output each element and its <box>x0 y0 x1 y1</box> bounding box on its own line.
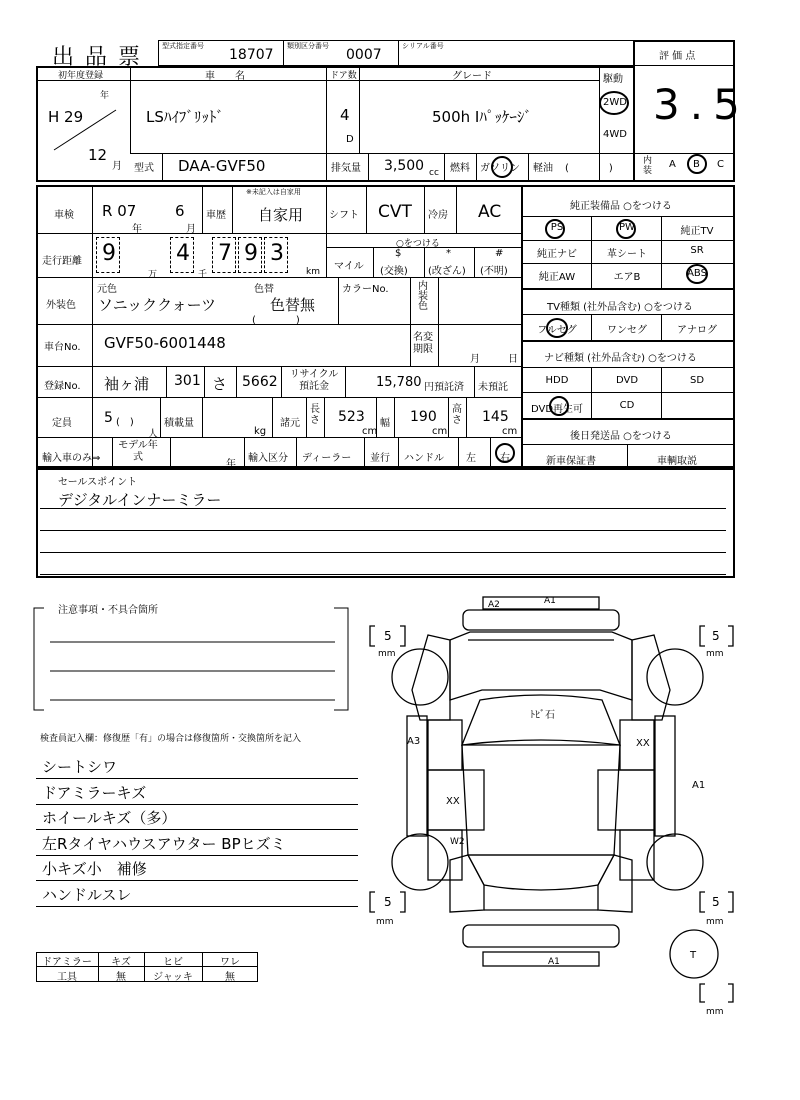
later-title: 後日発送品 ○をつける <box>570 431 672 442</box>
length-cm: cm <box>362 426 378 437</box>
import-label: 輸入車のみ⇒ <box>42 453 101 464</box>
recycle-amount: 15,780 <box>376 375 422 390</box>
load-label: 積載量 <box>164 418 194 429</box>
fuel-label: 燃料 <box>450 163 470 174</box>
model-year-unit: 年 <box>226 459 236 470</box>
exterior-color-value: ソニッククォーツ <box>98 296 217 314</box>
drive-label: 駆動 <box>603 74 623 85</box>
repaint-paren: ( ) <box>252 315 300 326</box>
displacement-value: 3,500 <box>384 158 425 174</box>
note-text: ドアミラーキズ <box>42 783 147 802</box>
chassis-label: 車台No. <box>44 342 81 353</box>
grade-value: 500h Iﾊﾟｯｹｰｼﾞ <box>432 108 532 126</box>
notes-label: 注意事項・不具合箇所 <box>58 605 158 616</box>
car-diagram <box>360 592 740 1052</box>
mm-spare: mm <box>706 1007 724 1017</box>
navi-title: ナビ種類 (社外品含む) ○をつける <box>544 353 697 364</box>
mileage-km: km <box>306 267 320 277</box>
handle-right-circle <box>495 443 515 463</box>
repaint-value: 色替無 <box>270 296 316 314</box>
equip-col-divider <box>661 216 662 288</box>
height-cm: cm <box>502 426 518 437</box>
mile-exchange-top: $ <box>395 248 402 259</box>
year-unit: 年 <box>100 91 110 101</box>
equipment-title: 純正装備品 ○をつける <box>570 201 672 212</box>
score-label: 評 価 点 <box>659 51 696 62</box>
note-text: シートシワ <box>42 758 118 776</box>
equipment-item: 革シート <box>607 249 647 260</box>
legend-header: ドアミラー <box>42 957 92 968</box>
note-text: 左Rタイヤハウスアウター BPヒズミ <box>42 834 286 853</box>
length-label: 長さ <box>310 404 320 426</box>
mileage-digit: 3 <box>270 241 284 266</box>
capacity-value: 5 <box>104 410 113 426</box>
note-text: 小キズ小 補修 <box>42 860 147 878</box>
mileage-label: 走行距離 <box>42 256 82 267</box>
mm-rear-right: mm <box>706 917 724 927</box>
mileage-digit: 9 <box>244 241 258 266</box>
legend-header: ヒビ <box>163 957 183 968</box>
mile-check-note: ○をつける <box>396 239 440 249</box>
legend-value: ジャッキ <box>153 972 193 983</box>
tv-item: アナログ <box>677 325 717 336</box>
legend-header: キズ <box>111 957 131 968</box>
mileage-digit: 4 <box>176 241 190 266</box>
category-box <box>283 40 399 66</box>
model-designation-box <box>158 40 284 66</box>
model-label: 型式 <box>134 163 154 174</box>
tire-rear-left: 5 <box>384 895 392 909</box>
model-year-label: モデル年式 <box>118 440 158 463</box>
meigi-month: 月 <box>470 354 480 365</box>
note-line <box>36 804 358 805</box>
equipment-item: 純正TV <box>680 226 714 237</box>
interior-color-label: 内装色 <box>418 281 428 312</box>
mile-exchange-bottom: (交換) <box>380 266 408 277</box>
interior-a: A <box>669 159 676 170</box>
car-name-label: 車 名 <box>205 71 245 82</box>
history-label: 車歴 <box>206 210 226 221</box>
model-value: DAA-GVF50 <box>178 157 266 175</box>
score-value: 3.5 <box>653 80 750 129</box>
navi-col-divider <box>661 367 662 418</box>
interior-b-circle <box>687 154 707 174</box>
category: 0007 <box>346 47 382 63</box>
tire-front-right: 5 <box>712 629 720 643</box>
later-manual: 車輌取説 <box>657 456 697 467</box>
car-name: LSﾊｲﾌﾞﾘｯﾄﾞ <box>146 108 224 126</box>
later-warranty: 新車保証書 <box>546 456 596 467</box>
import-parallel: 並行 <box>370 453 390 464</box>
interior-label: 内装 <box>643 156 653 176</box>
note-line <box>36 778 358 779</box>
serial-label: シリアル番号 <box>402 42 444 50</box>
mark-a1-top: A1 <box>544 596 556 606</box>
kg-unit: kg <box>254 426 267 437</box>
equipment-item: PW <box>619 222 635 233</box>
reg-kana: さ <box>212 375 228 393</box>
mileage-digit: 7 <box>218 241 232 266</box>
equipment-item: ABS <box>687 268 707 279</box>
shift-label: シフト <box>329 210 359 221</box>
fuel-paren: ( ) <box>565 163 613 174</box>
capacity-label: 定員 <box>52 418 72 429</box>
notes-bracket <box>30 605 360 715</box>
navi-item: DVD再生可 <box>530 404 584 415</box>
repaint-label: 色替 <box>254 284 274 295</box>
mileage-man: 万 <box>148 270 158 280</box>
category-label: 類別区分番号 <box>287 42 329 50</box>
first-reg-label: 初年度登録 <box>58 71 104 81</box>
ac-value: AC <box>478 202 502 222</box>
original-color-label: 元色 <box>97 284 117 295</box>
note-text: ホイールキズ（多） <box>42 809 177 827</box>
mark-a1-side: A1 <box>692 780 706 791</box>
equipment-item: 純正AW <box>538 272 576 283</box>
handle-right: 右 <box>500 453 510 464</box>
registration-label: 登録No. <box>44 381 81 392</box>
mm-front-right: mm <box>706 649 724 659</box>
color-no-label: カラーNo. <box>342 284 389 295</box>
equip-col-divider <box>591 216 592 288</box>
date-slash <box>44 80 130 153</box>
inspector-label: 検査員記入欄：修復歴「有」の場合は修復箇所・交換箇所を記入 <box>40 734 302 744</box>
tv-col-divider <box>661 314 662 340</box>
drive-2wd-circle <box>599 91 629 115</box>
import-type-label: 輸入区分 <box>248 453 288 464</box>
doors-label: ドア数 <box>330 71 357 81</box>
mileage-digit: 9 <box>102 241 116 266</box>
history-value: 自家用 <box>258 206 304 224</box>
shaken-label: 車検 <box>54 210 74 221</box>
shift-value: CVT <box>378 202 412 222</box>
width-label: 幅 <box>380 418 390 429</box>
drive-2wd: 2WD <box>603 97 627 108</box>
tv-item: ワンセグ <box>607 325 647 336</box>
tv-item: フルセグ <box>537 325 577 336</box>
navi-item: SD <box>689 375 705 386</box>
interior-c: C <box>717 159 724 170</box>
first-reg-era: H 29 <box>48 108 84 126</box>
recycle-paid: 円預託済 <box>424 382 464 393</box>
equipment-item: 純正ナビ <box>537 249 577 260</box>
legend-value: 無 <box>116 972 126 983</box>
cc-unit: cc <box>429 168 439 178</box>
tv-title: TV種類 (社外品含む) ○をつける <box>547 302 693 313</box>
shaken-month: 6 <box>175 202 185 220</box>
drive-4wd: 4WD <box>603 129 627 140</box>
displacement-label: 排気量 <box>331 163 361 174</box>
equip-divider <box>521 263 735 264</box>
navi-item: DVD <box>615 375 639 386</box>
mark-windshield: ﾄﾋﾞ石 <box>530 710 555 721</box>
ac-label: 冷房 <box>428 210 448 221</box>
equipment-item: エアB <box>613 272 641 283</box>
tv-col-divider <box>591 314 592 340</box>
grade-label: グレード <box>452 71 492 82</box>
exterior-color-label: 外装色 <box>46 300 76 311</box>
equipment-item: PS <box>550 222 564 233</box>
tire-rear-right: 5 <box>712 895 720 909</box>
serial-box <box>398 40 634 66</box>
first-reg-month: 12 <box>88 146 108 164</box>
dims-label: 諸元 <box>280 418 300 429</box>
mm-front-left: mm <box>378 649 396 659</box>
height-label: 高さ <box>452 404 462 426</box>
handle-left: 左 <box>466 453 476 464</box>
length-value: 523 <box>338 409 365 425</box>
chassis-value: GVF50-6001448 <box>104 334 226 352</box>
import-dealer: ディーラー <box>302 453 352 464</box>
mark-a1-bottom: A1 <box>548 957 560 967</box>
shaken-year-unit: 年 <box>132 224 142 235</box>
handle-label: ハンドル <box>404 453 444 464</box>
sales-point-label: セールスポイント <box>58 477 138 488</box>
note-line <box>36 880 358 881</box>
sales-line-text: デジタルインナーミラー <box>58 491 222 509</box>
capacity-person: 人 <box>148 429 158 440</box>
navi-item: CD <box>619 400 635 411</box>
mile-unknown-top: # <box>495 248 504 259</box>
mark-w2: W2 <box>450 837 465 847</box>
navi-item: HDD <box>545 375 569 386</box>
width-cm: cm <box>432 426 448 437</box>
meigi-day: 日 <box>508 354 518 365</box>
sales-line <box>40 530 726 531</box>
fuel-light-oil: 軽油 <box>533 163 553 174</box>
recycle-label: リサイクル預託金 <box>289 369 339 392</box>
mile-tamper-bottom: (改ざん) <box>428 266 466 277</box>
equipment-item: SR <box>690 245 704 256</box>
model-designation-label: 型式指定番号 <box>162 42 204 50</box>
note-line <box>36 906 358 907</box>
recycle-unpaid: 未預託 <box>478 382 508 393</box>
legend-value: 工具 <box>57 972 77 983</box>
reg-number: 5662 <box>242 374 278 390</box>
mileage-sen: 千 <box>198 270 208 280</box>
width-value: 190 <box>410 409 437 425</box>
fuel-gasoline: ガソリン <box>480 163 520 174</box>
note-line <box>36 855 358 856</box>
sales-line <box>40 552 726 553</box>
legend-header: ワレ <box>220 957 240 968</box>
fuel-gasoline-circle <box>491 156 513 178</box>
history-note: ※未記入は自家用 <box>246 188 301 196</box>
sales-line <box>40 574 726 575</box>
mark-a3: A3 <box>407 736 421 747</box>
door-type: D <box>346 134 354 145</box>
sales-point-section <box>36 468 735 578</box>
navi-col-divider <box>591 367 592 418</box>
spare-tire-label: T <box>690 950 697 961</box>
meigi-label: 名変期限 <box>413 332 433 355</box>
mile-tamper-top: * <box>446 248 451 259</box>
mile-label: マイル <box>334 261 364 272</box>
reg-class: 301 <box>174 373 201 389</box>
mark-xx-left: XX <box>446 796 460 807</box>
shaken-era: R 07 <box>102 202 137 220</box>
capacity-paren: ( ) <box>116 417 134 428</box>
form-title: 出 品 票 <box>52 45 142 70</box>
mark-xx-right: XX <box>636 738 650 749</box>
navi-divider <box>521 392 735 393</box>
month-unit: 月 <box>112 161 122 172</box>
height-value: 145 <box>482 409 509 425</box>
doors-value: 4 <box>340 106 350 124</box>
mm-rear-left: mm <box>376 917 394 927</box>
note-line <box>36 829 358 830</box>
equip-divider <box>521 240 735 241</box>
model-designation: 18707 <box>229 47 274 63</box>
interior-b: B <box>693 159 700 170</box>
mile-unknown-bottom: (不明) <box>480 266 508 277</box>
reg-area: 袖ヶ浦 <box>104 375 150 393</box>
legend-value: 無 <box>225 972 235 983</box>
note-text: ハンドルスレ <box>42 885 132 904</box>
tire-front-left: 5 <box>384 629 392 643</box>
mark-a2: A2 <box>488 600 500 610</box>
shaken-month-unit: 月 <box>186 224 196 235</box>
